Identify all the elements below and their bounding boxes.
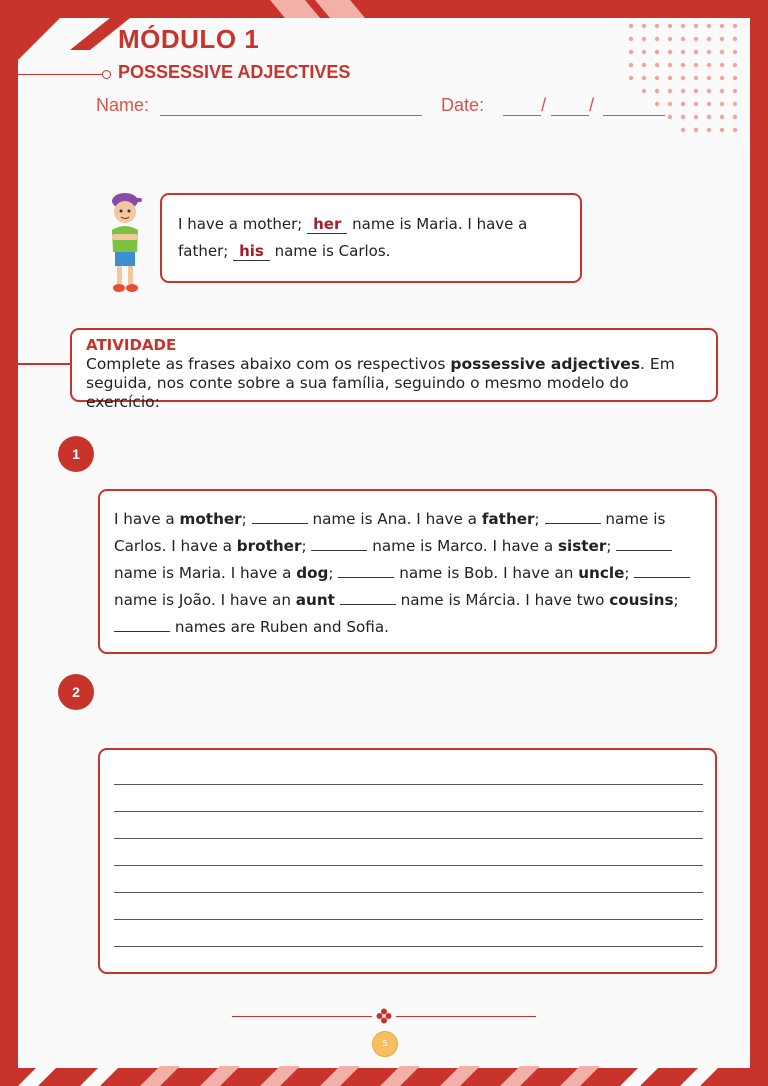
decor-dot — [694, 76, 698, 80]
blank-field[interactable] — [114, 617, 170, 632]
date-separator: / — [589, 95, 595, 115]
text-segment: I have a — [114, 510, 180, 528]
text-segment: ; — [301, 537, 312, 555]
text-segment: names are Ruben and Sofia. — [170, 618, 389, 636]
date-year-field[interactable] — [603, 97, 665, 116]
decor-dot — [733, 76, 737, 80]
decor-dot — [681, 128, 685, 132]
exercise-1-box — [98, 489, 717, 654]
decor-dot — [707, 89, 711, 93]
decor-dot — [642, 89, 646, 93]
decor-dot — [707, 76, 711, 80]
decor-dot — [707, 128, 711, 132]
decor-dot — [733, 89, 737, 93]
example-text: name is Carlos. — [269, 242, 391, 260]
text-segment: name is Ana. I have a — [307, 510, 482, 528]
decor-dot — [629, 37, 633, 41]
decor-dot — [655, 50, 659, 54]
writing-line[interactable] — [114, 892, 703, 893]
decor-dot — [707, 37, 711, 41]
decor-dot — [733, 102, 737, 106]
decor-dot — [642, 76, 646, 80]
instruction-bold-text: possessive adjectives — [450, 355, 641, 373]
exercise-2-writing-box[interactable] — [98, 748, 717, 974]
decor-dot — [720, 115, 724, 119]
decor-dot — [720, 63, 724, 67]
name-date-row — [96, 95, 665, 116]
activity-connector-line — [18, 363, 70, 365]
instruction-text: Complete as frases abaixo com os respectivos — [86, 355, 451, 373]
text-segment: ; — [673, 591, 679, 609]
text-segment: ; — [606, 537, 617, 555]
writing-line[interactable] — [114, 865, 703, 866]
decor-dot — [707, 63, 711, 67]
decor-dot — [642, 50, 646, 54]
decor-dot — [720, 89, 724, 93]
decor-dot — [720, 102, 724, 106]
subtitle-connector-line — [18, 74, 106, 75]
decor-dot — [681, 115, 685, 119]
decor-dot — [707, 115, 711, 119]
decor-dot — [655, 76, 659, 80]
decor-dot — [668, 115, 672, 119]
writing-line[interactable] — [114, 919, 703, 920]
decor-dot — [720, 37, 724, 41]
decor-dot — [720, 24, 724, 28]
decor-dot — [694, 50, 698, 54]
activity-instructions — [86, 355, 704, 412]
decor-dot — [668, 89, 672, 93]
text-segment: mother — [179, 510, 242, 528]
footer-divider — [232, 1016, 372, 1017]
activity-instructions-box — [70, 328, 718, 411]
decor-dot — [655, 37, 659, 41]
text-segment: name is Carlos. I have a — [114, 510, 666, 555]
blank-field[interactable] — [340, 590, 396, 605]
text-segment: ; — [328, 564, 339, 582]
decor-dot — [642, 63, 646, 67]
text-segment: brother — [236, 537, 302, 555]
text-segment: cousins — [609, 591, 674, 609]
text-segment: name is João. I have an — [114, 591, 296, 609]
decor-dot — [668, 50, 672, 54]
blank-field[interactable] — [338, 563, 394, 578]
decor-dot — [707, 24, 711, 28]
writing-line[interactable] — [114, 838, 703, 839]
decor-dot — [694, 89, 698, 93]
blank-field[interactable] — [634, 563, 690, 578]
decor-dot — [733, 50, 737, 54]
decor-dot — [668, 37, 672, 41]
blank-field[interactable] — [252, 509, 308, 524]
name-label: Name: — [96, 95, 150, 115]
exercise-number-badge: 2 — [58, 674, 94, 710]
blank-field[interactable] — [545, 509, 601, 524]
text-segment: ; — [534, 510, 545, 528]
decor-dot — [668, 63, 672, 67]
example-text: name is Maria. I have a father; — [178, 215, 528, 260]
name-field[interactable] — [160, 97, 422, 116]
decor-dot — [681, 63, 685, 67]
decor-dot — [733, 37, 737, 41]
page-title: MÓDULO 1 — [118, 24, 260, 54]
decor-dot — [694, 102, 698, 106]
decor-dot — [694, 128, 698, 132]
blank-field[interactable] — [311, 536, 367, 551]
decor-dot — [733, 63, 737, 67]
decor-dot — [668, 102, 672, 106]
text-segment: father — [481, 510, 535, 528]
footer-divider — [396, 1016, 536, 1017]
text-segment: dog — [296, 564, 329, 582]
example-answer: her — [307, 215, 347, 234]
decor-dot — [720, 50, 724, 54]
decor-dot — [668, 76, 672, 80]
date-label: Date: — [441, 95, 485, 115]
page-frame-right — [750, 0, 768, 1086]
text-segment: name is Márcia. I have two — [395, 591, 610, 609]
decor-dot — [681, 24, 685, 28]
date-separator: / — [541, 95, 547, 115]
text-segment: ; — [241, 510, 252, 528]
page-subtitle: POSSESSIVE ADJECTIVES — [118, 62, 351, 82]
decor-dot — [720, 76, 724, 80]
decor-dot — [733, 24, 737, 28]
instruction-text: . Em seguida, nos conte sobre a sua família, seguindo o mesmo modelo do exercício: — [86, 355, 675, 411]
dot-pattern-decoration — [625, 20, 753, 140]
decor-dot — [707, 50, 711, 54]
exercise-number-badge: 1 — [58, 436, 94, 472]
decor-dot — [681, 89, 685, 93]
writing-line[interactable] — [114, 811, 703, 812]
page-number-badge: 5 — [372, 1031, 398, 1057]
decor-dot — [642, 24, 646, 28]
date-day-field[interactable] — [503, 97, 541, 116]
decor-dot — [681, 37, 685, 41]
decor-dot — [733, 128, 737, 132]
decor-dot — [694, 115, 698, 119]
text-segment: name is Bob. I have an — [394, 564, 579, 582]
text-segment: uncle — [578, 564, 625, 582]
decor-dot — [668, 24, 672, 28]
example-text: I have a mother; — [178, 215, 308, 233]
example-answer: his — [233, 242, 270, 261]
decor-dot — [629, 76, 633, 80]
decor-dot — [655, 24, 659, 28]
text-segment: ; — [624, 564, 635, 582]
decor-dot — [694, 63, 698, 67]
decor-dot — [694, 37, 698, 41]
ornament-icon — [376, 1008, 392, 1024]
decor-dot — [733, 115, 737, 119]
subtitle-connector-dot — [102, 70, 111, 79]
decor-dot — [629, 50, 633, 54]
text-segment: name is Maria. I have a — [114, 564, 297, 582]
text-segment: sister — [557, 537, 607, 555]
example-box — [160, 193, 582, 283]
decor-dot — [629, 24, 633, 28]
decor-dot — [720, 128, 724, 132]
text-segment: name is Marco. I have a — [367, 537, 558, 555]
decor-dot — [629, 63, 633, 67]
decor-dot — [642, 37, 646, 41]
activity-title: ATIVIDADE — [86, 336, 177, 354]
writing-line[interactable] — [114, 946, 703, 947]
decor-dot — [707, 102, 711, 106]
page-frame-left — [0, 0, 18, 1086]
text-segment: aunt — [295, 591, 335, 609]
decor-dot — [681, 102, 685, 106]
bottom-stripes-decoration — [0, 1066, 768, 1086]
date-month-field[interactable] — [551, 97, 589, 116]
decor-dot — [655, 63, 659, 67]
decor-dot — [694, 24, 698, 28]
decor-dot — [681, 76, 685, 80]
writing-line[interactable] — [114, 784, 703, 785]
blank-field[interactable] — [616, 536, 672, 551]
decor-dot — [681, 50, 685, 54]
boy-illustration — [104, 190, 146, 298]
decor-dot — [655, 89, 659, 93]
